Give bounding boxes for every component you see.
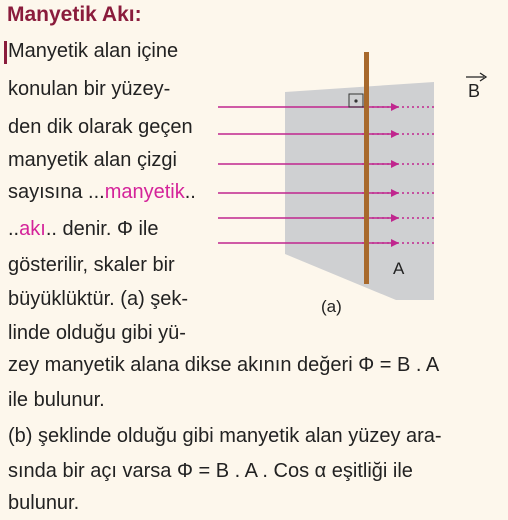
text-line-4: manyetik alan çizgi [8, 149, 177, 171]
fill-in-answer-2: akı [19, 218, 46, 240]
text-line-10: zey manyetik alana dikse akının değeri Φ = B . A [8, 354, 440, 376]
text-line-3: den dik olarak geçen [8, 116, 193, 138]
line5-suffix: .. [184, 181, 196, 203]
fill-in-answer-1: manyetik [104, 181, 185, 203]
text-line-7: gösterilir, skaler bir [8, 254, 175, 276]
section-heading: Manyetik Akı: [7, 3, 142, 26]
normal-rod [364, 52, 369, 284]
text-line-8: büyüklüktür. (a) şek- [8, 288, 189, 310]
accent-bar [4, 41, 7, 64]
surface-label: A [393, 259, 405, 278]
svg-text:B: B [468, 81, 481, 101]
text-line-11: ile bulunur. [8, 389, 105, 411]
text-line-13: sında bir açı varsa Φ = B . A . Cos α eşitliği ile [8, 460, 413, 482]
figure-caption: (a) [321, 297, 342, 316]
text-line-5 [8, 182, 196, 202]
field-vector-label [466, 73, 486, 101]
figure-a [218, 40, 508, 330]
text-line-12: (b) şeklinde olduğu gibi manyetik alan yüzey ara- [8, 425, 442, 447]
text-line-2: konulan bir yüzey- [8, 78, 171, 100]
text-line-6 [8, 219, 159, 239]
line6-suffix: .. denir. Φ ile [45, 218, 159, 240]
text-line-14: bulunur. [8, 492, 80, 514]
line5-prefix: sayısına ... [8, 181, 105, 203]
line6-prefix: .. [8, 218, 20, 240]
text-line-9: linde olduğu gibi yü- [8, 322, 186, 344]
text-line-1: Manyetik alan içine [8, 40, 179, 62]
surface-plate [285, 82, 434, 300]
